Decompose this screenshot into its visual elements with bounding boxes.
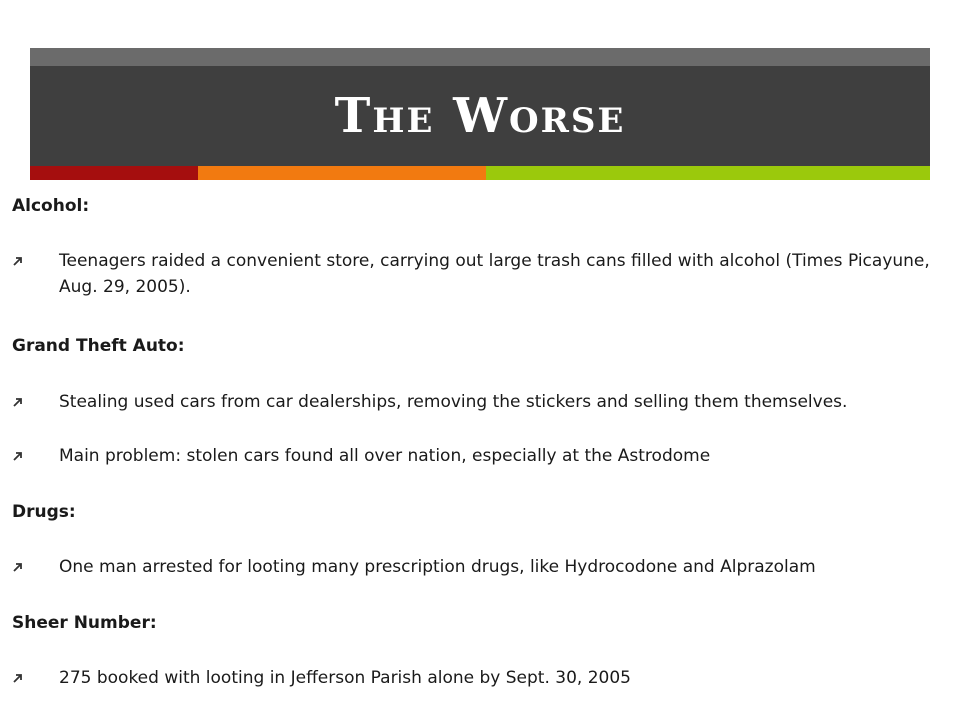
arrow-bullet-icon <box>12 396 24 408</box>
section-heading-grand-theft-auto: Grand Theft Auto: <box>12 336 185 356</box>
section-heading-alcohol: Alcohol: <box>12 196 90 216</box>
arrow-bullet-icon <box>12 672 24 684</box>
slide-title: The Worse <box>334 88 626 144</box>
arrow-bullet-icon <box>12 561 24 573</box>
title-band <box>30 48 930 166</box>
accent-segment-red <box>30 166 198 180</box>
bullet-text: Teenagers raided a convenient store, carrying out large trash cans filled with alcohol (Times Picayune, Aug. 29, 2005). <box>59 251 930 297</box>
accent-bar <box>30 166 930 180</box>
accent-segment-orange <box>198 166 486 180</box>
bullet-item <box>12 443 952 469</box>
bullet-text: One man arrested for looting many prescription drugs, like Hydrocodone and Alprazolam <box>59 557 816 577</box>
bullet-item <box>12 389 952 415</box>
accent-segment-green <box>486 166 930 180</box>
bullet-item <box>12 554 952 580</box>
section-heading-sheer-number: Sheer Number: <box>12 613 157 633</box>
bullet-text: Main problem: stolen cars found all over nation, especially at the Astrodome <box>59 446 711 466</box>
bullet-text: 275 booked with looting in Jefferson Parish alone by Sept. 30, 2005 <box>59 668 631 688</box>
bullet-text: Stealing used cars from car dealerships, removing the stickers and selling them themselves. <box>59 392 848 412</box>
title-band-top-stripe <box>30 48 930 66</box>
arrow-bullet-icon <box>12 450 24 462</box>
section-heading-drugs: Drugs: <box>12 502 76 522</box>
bullet-item <box>12 248 952 300</box>
bullet-item <box>12 665 952 691</box>
arrow-bullet-icon <box>12 255 24 267</box>
